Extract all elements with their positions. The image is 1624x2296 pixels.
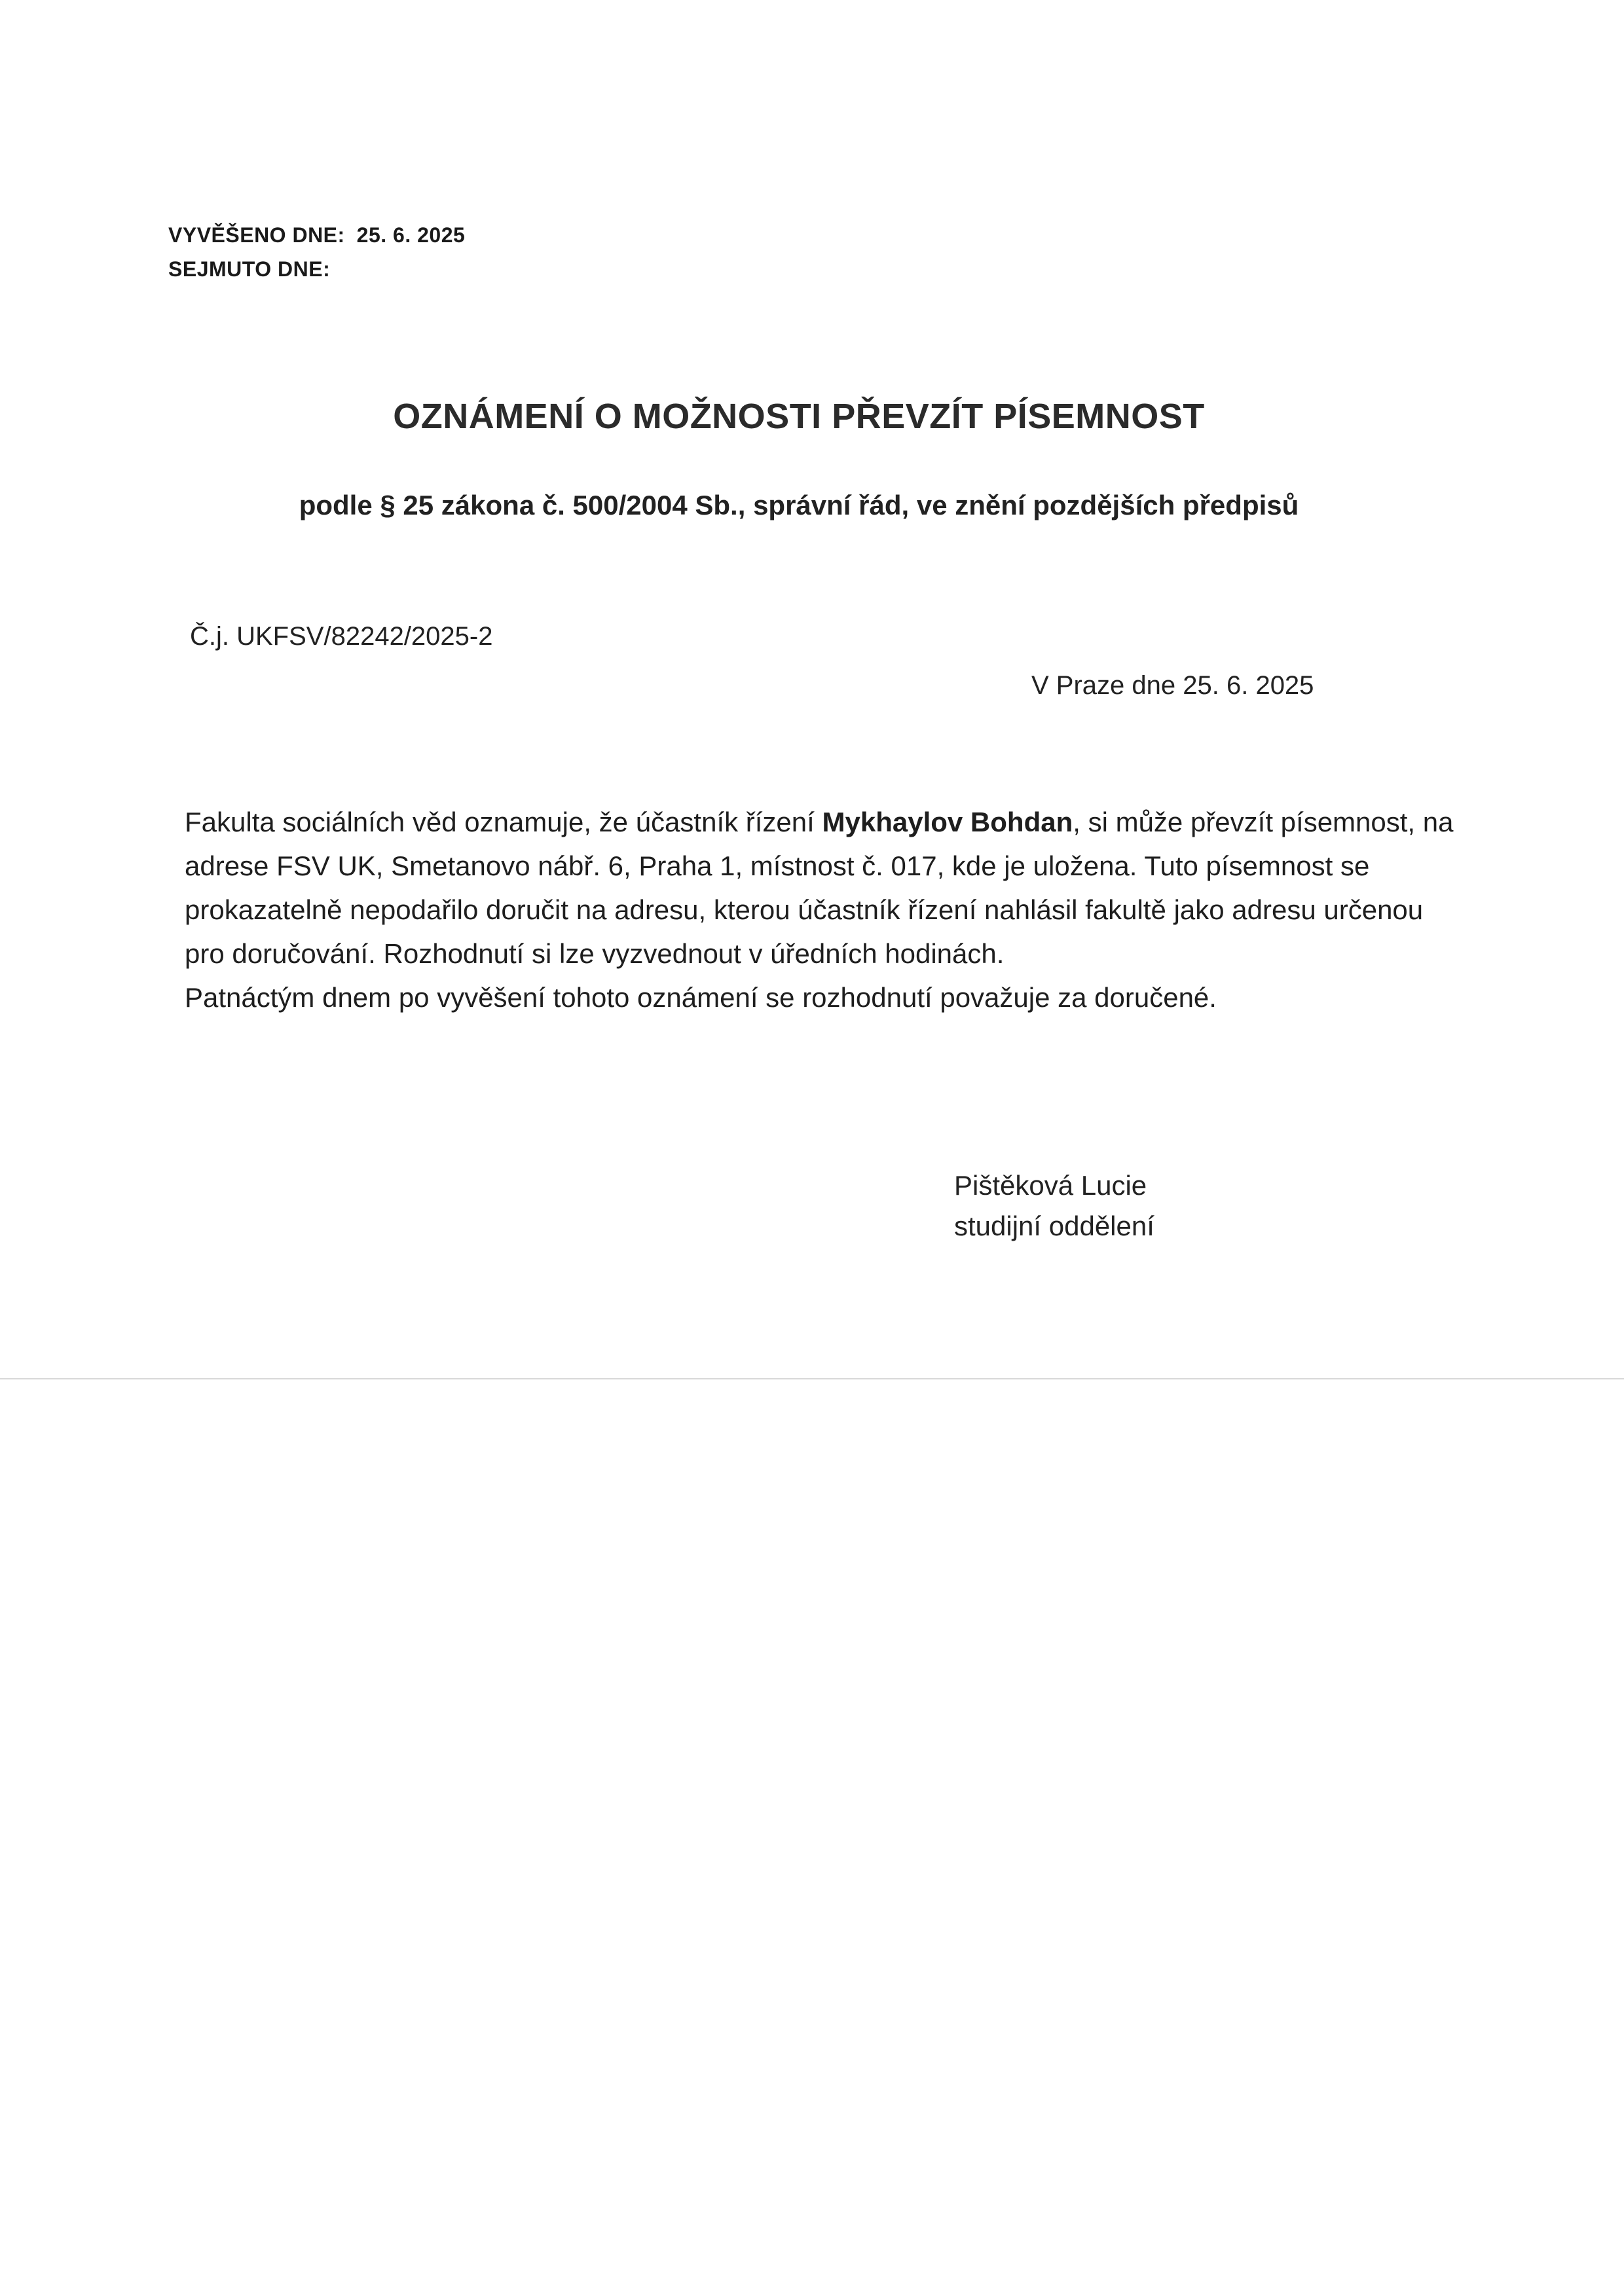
posted-date: 25. 6. 2025 <box>356 223 466 247</box>
removed-row <box>168 252 465 286</box>
document-title: OZNÁMENÍ O MOŽNOSTI PŘEVZÍT PÍSEMNOST <box>393 397 1205 436</box>
signatory-department: studijní oddělení <box>954 1211 1154 1241</box>
participant-name: Mykhaylov Bohdan <box>822 807 1073 837</box>
legal-basis-subtitle: podle § 25 zákona č. 500/2004 Sb., správní řád, ve znění pozdějších předpisů <box>299 490 1299 520</box>
posted-label: VYVĚŠENO DNE: <box>168 223 345 247</box>
signatory-name: Pištěková Lucie <box>954 1170 1147 1201</box>
paper-fold-line <box>0 1378 1624 1379</box>
posting-info <box>168 218 465 286</box>
reference-number: Č.j. UKFSV/82242/2025-2 <box>190 622 493 651</box>
posted-row <box>168 218 465 252</box>
place-and-date: V Praze dne 25. 6. 2025 <box>1031 671 1314 700</box>
signature-block <box>954 1165 1154 1247</box>
notice-paragraph-1 <box>185 800 1455 975</box>
paragraph-1-intro: Fakulta sociálních věd oznamuje, že účastník řízení <box>185 807 822 837</box>
notice-paragraph-2: Patnáctým dnem po vyvěšení tohoto oznámení se rozhodnutí považuje za doručené. <box>185 982 1217 1013</box>
removed-label: SEJMUTO DNE: <box>168 257 331 281</box>
paragraph-1-rest: , si může převzít písemnost, na adrese FSV UK, Smetanovo nábř. 6, Praha 1, místnost č. 017, kde je uložena. Tuto písemnost se prokazatelně nepodařilo doručit na adresu, kterou účastník řízení nahlásil fakultě jako adresu určenou pro doručování. Rozhodnutí si lze vyzvednout v úředních hodinách. <box>185 807 1454 969</box>
notice-body <box>185 800 1455 1019</box>
